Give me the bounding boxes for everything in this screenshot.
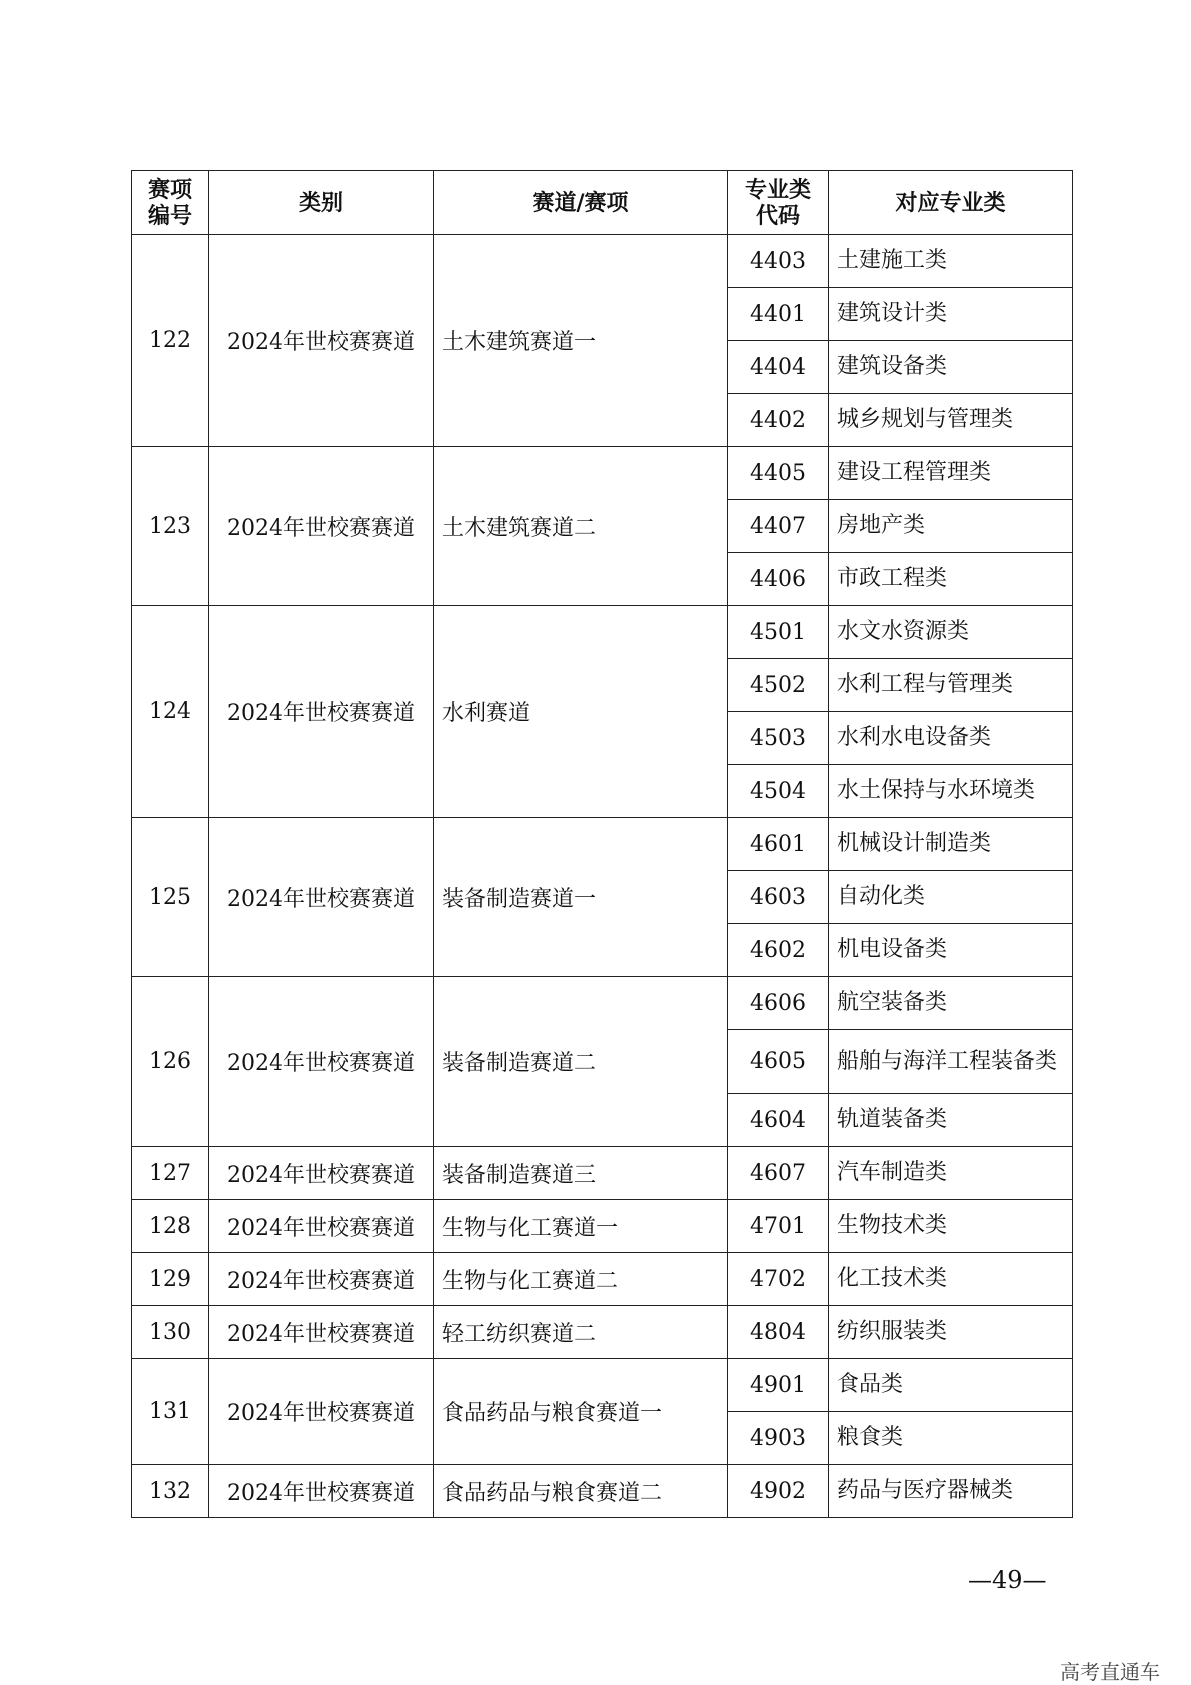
- major-category-cell: 汽车制造类: [829, 1147, 1073, 1200]
- major-code-cell: 4804: [728, 1306, 829, 1359]
- major-category-cell: 房地产类: [829, 500, 1073, 553]
- major-category-cell: 水利水电设备类: [829, 712, 1073, 765]
- event-number-cell: 126: [132, 977, 209, 1147]
- major-category-cell: 市政工程类: [829, 553, 1073, 606]
- major-category-cell: 药品与医疗器械类: [829, 1465, 1073, 1518]
- event-number-cell: 130: [132, 1306, 209, 1359]
- category-cell: 2024年世校赛赛道: [209, 1306, 434, 1359]
- track-cell: 装备制造赛道二: [434, 977, 728, 1147]
- table-row: [132, 235, 1073, 288]
- table-row: [132, 1359, 1073, 1412]
- major-category-cell: 食品类: [829, 1359, 1073, 1412]
- major-category-cell: 生物技术类: [829, 1200, 1073, 1253]
- major-code-cell: 4405: [728, 447, 829, 500]
- major-code-cell: 4503: [728, 712, 829, 765]
- table-row: [132, 606, 1073, 659]
- category-cell: 2024年世校赛赛道: [209, 1200, 434, 1253]
- track-cell: 生物与化工赛道一: [434, 1200, 728, 1253]
- table-row: [132, 1465, 1073, 1518]
- major-code-cell: 4603: [728, 871, 829, 924]
- header-category: 类别: [209, 171, 434, 235]
- major-code-cell: 4902: [728, 1465, 829, 1518]
- header-row: [132, 171, 1073, 235]
- track-cell: 食品药品与粮食赛道一: [434, 1359, 728, 1465]
- category-cell: 2024年世校赛赛道: [209, 606, 434, 818]
- major-code-cell: 4501: [728, 606, 829, 659]
- major-code-cell: 4406: [728, 553, 829, 606]
- major-category-cell: 化工技术类: [829, 1253, 1073, 1306]
- category-cell: 2024年世校赛赛道: [209, 818, 434, 977]
- category-cell: 2024年世校赛赛道: [209, 1253, 434, 1306]
- track-cell: 轻工纺织赛道二: [434, 1306, 728, 1359]
- header-major: 对应专业类: [829, 171, 1073, 235]
- major-category-cell: 建筑设计类: [829, 288, 1073, 341]
- major-code-cell: 4702: [728, 1253, 829, 1306]
- page-number: —49—: [968, 1566, 1047, 1594]
- major-code-cell: 4901: [728, 1359, 829, 1412]
- major-code-cell: 4407: [728, 500, 829, 553]
- table-row: [132, 1306, 1073, 1359]
- major-code-cell: 4701: [728, 1200, 829, 1253]
- track-cell: 水利赛道: [434, 606, 728, 818]
- header-major-code: 专业类 代码: [728, 171, 829, 235]
- major-code-cell: 4602: [728, 924, 829, 977]
- major-category-cell: 纺织服装类: [829, 1306, 1073, 1359]
- major-code-cell: 4502: [728, 659, 829, 712]
- major-code-cell: 4403: [728, 235, 829, 288]
- major-category-cell: 水文水资源类: [829, 606, 1073, 659]
- event-number-cell: 129: [132, 1253, 209, 1306]
- major-code-cell: 4606: [728, 977, 829, 1030]
- table-row: [132, 1253, 1073, 1306]
- event-number-cell: 131: [132, 1359, 209, 1465]
- event-number-cell: 128: [132, 1200, 209, 1253]
- track-cell: 装备制造赛道三: [434, 1147, 728, 1200]
- table-row: [132, 977, 1073, 1030]
- competition-table: [131, 170, 1073, 1518]
- track-cell: 生物与化工赛道二: [434, 1253, 728, 1306]
- major-category-cell: 水利工程与管理类: [829, 659, 1073, 712]
- major-code-cell: 4607: [728, 1147, 829, 1200]
- category-cell: 2024年世校赛赛道: [209, 1147, 434, 1200]
- category-cell: 2024年世校赛赛道: [209, 977, 434, 1147]
- event-number-cell: 123: [132, 447, 209, 606]
- table-row: [132, 447, 1073, 500]
- category-cell: 2024年世校赛赛道: [209, 447, 434, 606]
- major-code-cell: 4605: [728, 1030, 829, 1094]
- major-code-cell: 4601: [728, 818, 829, 871]
- track-cell: 土木建筑赛道二: [434, 447, 728, 606]
- table-row: [132, 818, 1073, 871]
- track-cell: 土木建筑赛道一: [434, 235, 728, 447]
- event-number-cell: 124: [132, 606, 209, 818]
- major-category-cell: 水土保持与水环境类: [829, 765, 1073, 818]
- header-event-no: 赛项 编号: [132, 171, 209, 235]
- major-code-cell: 4903: [728, 1412, 829, 1465]
- major-category-cell: 轨道装备类: [829, 1094, 1073, 1147]
- event-number-cell: 122: [132, 235, 209, 447]
- major-category-cell: 土建施工类: [829, 235, 1073, 288]
- major-category-cell: 粮食类: [829, 1412, 1073, 1465]
- major-category-cell: 自动化类: [829, 871, 1073, 924]
- major-code-cell: 4504: [728, 765, 829, 818]
- table-body: [132, 235, 1073, 1518]
- event-number-cell: 127: [132, 1147, 209, 1200]
- header-track: 赛道/赛项: [434, 171, 728, 235]
- major-category-cell: 建设工程管理类: [829, 447, 1073, 500]
- category-cell: 2024年世校赛赛道: [209, 1465, 434, 1518]
- major-code-cell: 4402: [728, 394, 829, 447]
- major-code-cell: 4404: [728, 341, 829, 394]
- table-row: [132, 1147, 1073, 1200]
- category-cell: 2024年世校赛赛道: [209, 235, 434, 447]
- track-cell: 食品药品与粮食赛道二: [434, 1465, 728, 1518]
- major-code-cell: 4604: [728, 1094, 829, 1147]
- event-number-cell: 125: [132, 818, 209, 977]
- major-category-cell: 机械设计制造类: [829, 818, 1073, 871]
- major-category-cell: 航空装备类: [829, 977, 1073, 1030]
- major-category-cell: 机电设备类: [829, 924, 1073, 977]
- table-row: [132, 1200, 1073, 1253]
- major-category-cell: 建筑设备类: [829, 341, 1073, 394]
- major-category-cell: 船舶与海洋工程装备类: [829, 1030, 1073, 1094]
- major-code-cell: 4401: [728, 288, 829, 341]
- category-cell: 2024年世校赛赛道: [209, 1359, 434, 1465]
- watermark: 高考直通车: [1060, 1660, 1160, 1684]
- event-number-cell: 132: [132, 1465, 209, 1518]
- track-cell: 装备制造赛道一: [434, 818, 728, 977]
- major-category-cell: 城乡规划与管理类: [829, 394, 1073, 447]
